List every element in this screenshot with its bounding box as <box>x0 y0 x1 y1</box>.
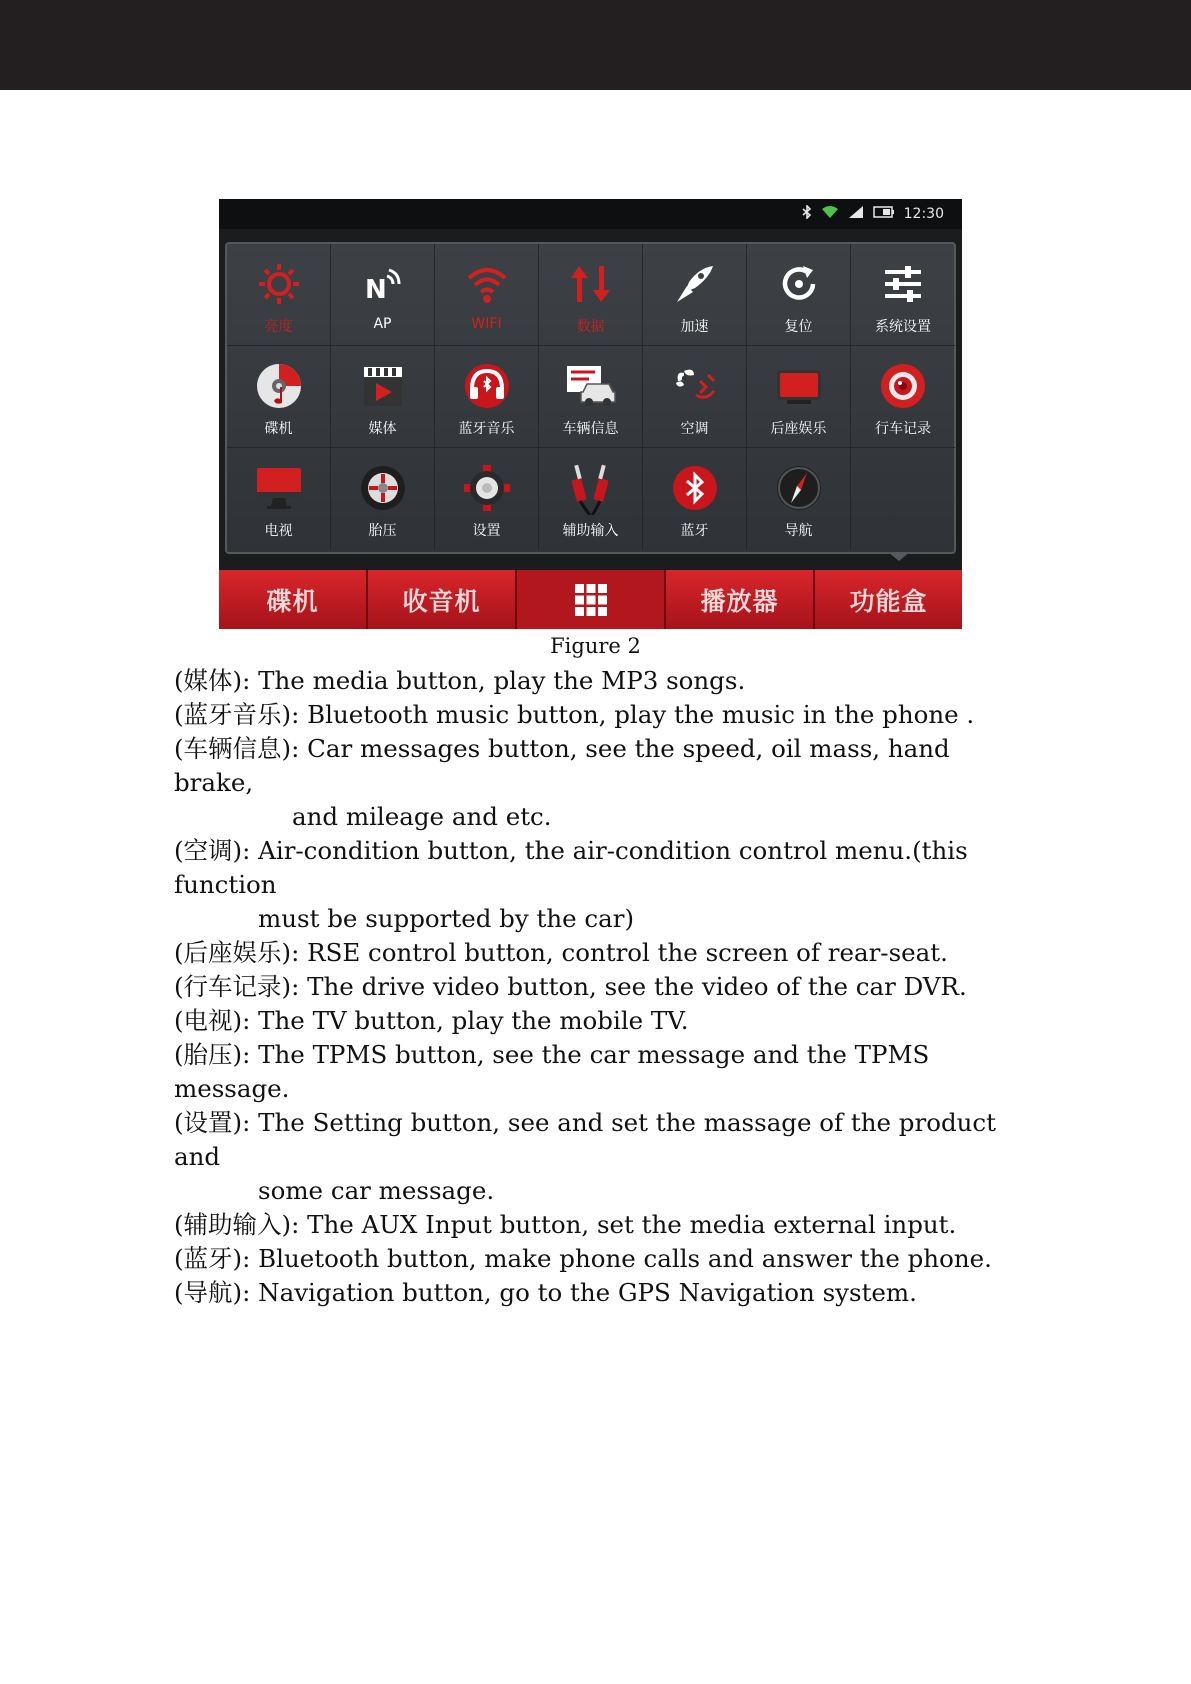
tile-label: 复位 <box>784 319 813 335</box>
figure-caption: Figure 2 <box>550 634 641 658</box>
description-line: (蓝牙): Bluetooth button, make phone calls and answer the phone. <box>174 1244 992 1273</box>
tile-tv[interactable] <box>227 448 331 550</box>
tile-label: 车辆信息 <box>562 421 619 437</box>
wifi-icon <box>461 258 513 310</box>
tile-label: 胎压 <box>368 523 397 539</box>
media-icon <box>357 360 409 412</box>
nav-player[interactable]: 播放器 <box>666 570 815 629</box>
tile-reset[interactable] <box>747 244 851 346</box>
description-list <box>174 664 1034 1310</box>
tile-drive-recorder[interactable] <box>851 346 955 448</box>
apps-grid-icon <box>574 583 608 617</box>
tile-ap-hotspot[interactable] <box>331 244 435 346</box>
brightness-icon <box>253 258 305 310</box>
function-grid <box>227 244 954 552</box>
tile-data-transfer[interactable] <box>539 244 643 346</box>
tile-rear-seat-entertainment[interactable] <box>747 346 851 448</box>
tile-car-info[interactable] <box>539 346 643 448</box>
tile-tire-pressure[interactable] <box>331 448 435 550</box>
aux-input-icon <box>565 462 617 514</box>
tile-system-settings[interactable] <box>851 244 955 346</box>
tv-icon <box>253 462 305 514</box>
empty-tile <box>851 448 955 550</box>
description-continuation: and mileage and etc. <box>292 802 552 831</box>
tile-settings[interactable] <box>435 448 539 550</box>
tile-label: 系统设置 <box>875 319 931 335</box>
panel-notch <box>888 552 910 561</box>
tile-media[interactable] <box>331 346 435 448</box>
description-continuation: some car message. <box>258 1176 495 1205</box>
header-bar <box>0 0 1191 90</box>
ap-hotspot-icon <box>357 258 409 310</box>
head-unit-screenshot <box>219 199 962 629</box>
tile-label: 后座娱乐 <box>770 421 827 437</box>
tile-label: 加速 <box>680 319 709 335</box>
air-conditioner-icon <box>669 360 721 412</box>
nav-radio[interactable]: 收音机 <box>368 570 517 629</box>
nav-function-box[interactable]: 功能盒 <box>849 586 928 616</box>
tile-label: 蓝牙 <box>680 523 709 539</box>
nav-disc-player[interactable]: 碟机 <box>219 570 368 629</box>
function-panel <box>225 242 956 554</box>
tile-label: 碟机 <box>264 421 293 437</box>
tile-rocket[interactable] <box>643 244 747 346</box>
tire-pressure-icon <box>357 462 409 514</box>
tile-brightness[interactable] <box>227 244 331 346</box>
tile-wifi[interactable] <box>435 244 539 346</box>
reset-icon <box>773 258 825 310</box>
description-line: (辅助输入): The AUX Input button, set the media external input. <box>174 1210 957 1239</box>
tile-label: 空调 <box>680 421 709 437</box>
bluetooth-icon <box>669 462 721 514</box>
description-line: (后座娱乐): RSE control button, control the screen of rear-seat. <box>174 938 948 967</box>
wifi-status-icon <box>821 205 839 223</box>
drive-recorder-icon <box>877 360 929 412</box>
svg-text:N: N <box>364 275 387 305</box>
description-line: (车辆信息): Car messages button, see the speed, oil mass, hand brake, <box>174 734 950 797</box>
tile-label: 设置 <box>472 523 501 539</box>
navigation-compass-icon <box>773 462 825 514</box>
tile-aux-input[interactable] <box>539 448 643 550</box>
system-settings-icon <box>877 258 929 310</box>
data-transfer-icon <box>565 258 617 310</box>
description-line: (电视): The TV button, play the mobile TV. <box>174 1006 689 1035</box>
tile-navigation-compass[interactable] <box>747 448 851 550</box>
signal-status-icon <box>848 205 864 223</box>
tile-bluetooth-music[interactable] <box>435 346 539 448</box>
settings-icon <box>461 462 513 514</box>
nav-apps-grid[interactable] <box>517 570 666 629</box>
tile-disc-player[interactable] <box>227 346 331 448</box>
status-time: 12:30 <box>903 206 944 222</box>
rear-seat-entertainment-icon <box>773 360 825 412</box>
description-line: (导航): Navigation button, go to the GPS Navigation system. <box>174 1278 917 1307</box>
description-line: (媒体): The media button, play the MP3 songs. <box>174 666 746 695</box>
disc-player-icon <box>253 360 305 412</box>
status-bar <box>219 199 962 229</box>
tile-label: 媒体 <box>368 421 397 437</box>
description-line: (胎压): The TPMS button, see the car message and the TPMS message. <box>174 1040 930 1103</box>
tile-label: 行车记录 <box>875 421 931 437</box>
description-line: (蓝牙音乐): Bluetooth music button, play the music in the phone . <box>174 700 975 729</box>
description-line: (空调): Air-condition button, the air-condition control menu.(this function <box>174 836 968 899</box>
tile-label: 亮度 <box>264 319 293 335</box>
bluetooth-music-icon <box>461 360 513 412</box>
battery-status-icon <box>873 206 895 222</box>
car-info-icon <box>565 360 617 412</box>
tile-bluetooth[interactable] <box>643 448 747 550</box>
tile-label: WIFI <box>471 316 502 332</box>
description-line: (设置): The Setting button, see and set the massage of the product and <box>174 1108 996 1171</box>
tile-label: 电视 <box>264 523 293 539</box>
description-line: (行车记录): The drive video button, see the video of the car DVR. <box>174 972 967 1001</box>
description-continuation: must be supported by the car) <box>258 904 635 933</box>
tile-air-conditioner[interactable] <box>643 346 747 448</box>
tile-label: 导航 <box>784 523 813 539</box>
bottom-nav <box>219 570 962 629</box>
tile-label: 数据 <box>576 319 605 335</box>
bluetooth-status-icon <box>802 205 812 223</box>
tile-label: 辅助输入 <box>562 523 619 539</box>
rocket-icon <box>669 258 721 310</box>
tile-label: AP <box>373 316 392 332</box>
tile-label: 蓝牙音乐 <box>458 421 515 437</box>
